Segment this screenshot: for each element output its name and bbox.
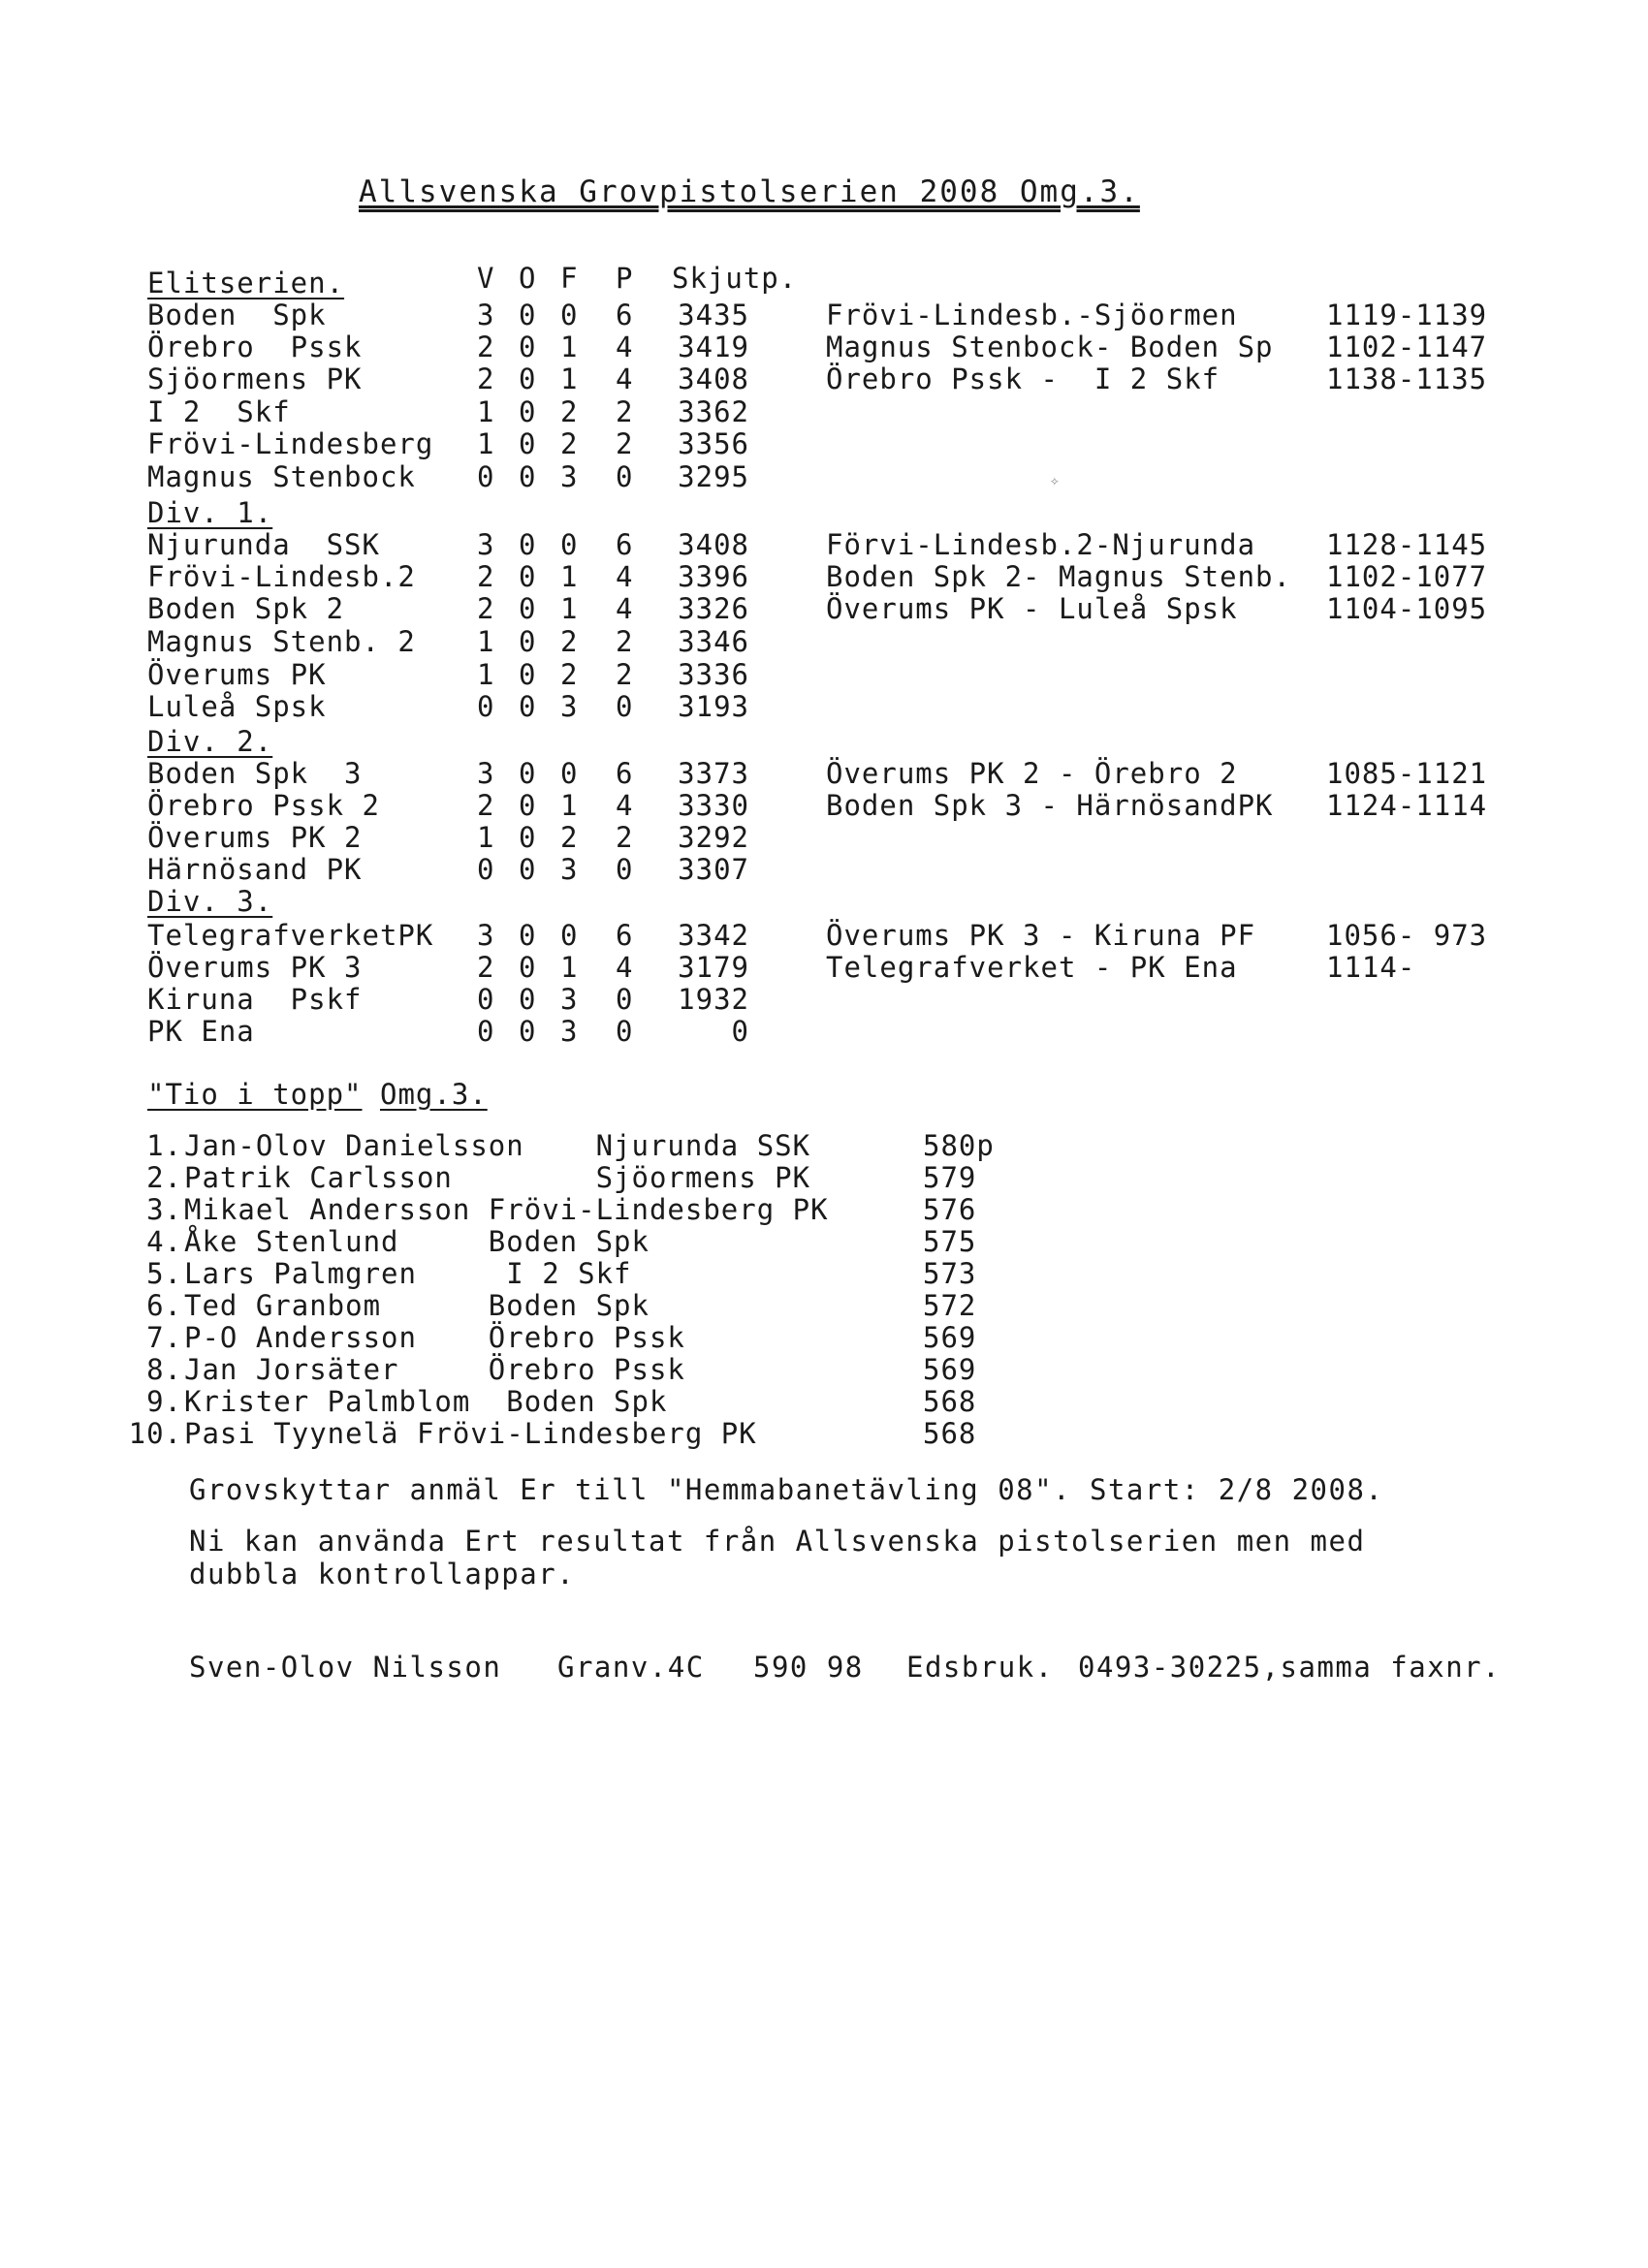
team-name: Njurunda SSK (147, 528, 380, 561)
rank: 5. (146, 1257, 182, 1290)
standings-row (0, 789, 1648, 822)
shooter-club: Mikael Andersson Frövi-Lindesberg PK (184, 1193, 829, 1226)
match-result: 1124-1114 (1326, 789, 1488, 822)
match-teams: Örebro Pssk - I 2 Skf (826, 362, 1220, 395)
result-note: Ni kan använda Ert resultat från Allsvenska pistolserien men med (189, 1525, 1366, 1558)
wins: 1 (477, 395, 495, 428)
points: 4 (616, 331, 634, 363)
wins: 2 (477, 951, 495, 984)
top-ten-round: Omg.3. (379, 1078, 488, 1111)
shooter-points: 568 (923, 1417, 977, 1450)
top-ten-entry (0, 1417, 1648, 1448)
match-teams: Överums PK 3 - Kiruna PF (826, 919, 1256, 952)
losses: 1 (560, 560, 579, 593)
shooter-club: Lars Palmgren I 2 Skf (184, 1257, 632, 1290)
score: 3295 (678, 460, 749, 493)
wins: 3 (477, 299, 495, 331)
match-result: 1056- 973 (1326, 919, 1488, 952)
division-heading: Div. 3. (147, 885, 273, 918)
col-header-v: V (477, 262, 495, 295)
shooter-points: 572 (923, 1289, 977, 1322)
contact-name: Sven-Olov Nilsson (189, 1651, 502, 1684)
points: 2 (616, 658, 634, 691)
page-title: Allsvenska Grovpistolserien 2008 Omg.3. (359, 174, 1140, 209)
match-result: 1138-1135 (1326, 362, 1488, 395)
standings-row (0, 853, 1648, 886)
standings-row (0, 983, 1648, 1016)
shooter-points: 575 (923, 1225, 977, 1258)
points: 0 (616, 983, 634, 1016)
points: 2 (616, 625, 634, 658)
points: 6 (616, 299, 634, 331)
match-teams: Överums PK - Luleå Spsk (826, 592, 1238, 625)
losses: 1 (560, 789, 579, 822)
points: 0 (616, 690, 634, 723)
draws: 0 (519, 1015, 537, 1048)
standings-row (0, 919, 1648, 952)
wins: 1 (477, 625, 495, 658)
match-teams: Boden Spk 3 - HärnösandPK (826, 789, 1274, 822)
score: 3435 (678, 299, 749, 331)
score: 3292 (678, 821, 749, 854)
draws: 0 (519, 625, 537, 658)
losses: 0 (560, 528, 579, 561)
draws: 0 (519, 460, 537, 493)
team-name: Frövi-Lindesb.2 (147, 560, 416, 593)
losses: 0 (560, 919, 579, 952)
draws: 0 (519, 951, 537, 984)
wins: 0 (477, 983, 495, 1016)
standings-row (0, 625, 1648, 658)
team-name: Frövi-Lindesberg (147, 427, 434, 460)
rank: 7. (146, 1321, 182, 1354)
score: 3396 (678, 560, 749, 593)
top-ten-entry (0, 1257, 1648, 1288)
score: 3419 (678, 331, 749, 363)
draws: 0 (519, 658, 537, 691)
losses: 2 (560, 395, 579, 428)
score: 3342 (678, 919, 749, 952)
draws: 0 (519, 853, 537, 886)
shooter-points: 579 (923, 1161, 977, 1194)
shooter-points: 576 (923, 1193, 977, 1226)
match-result: 1119-1139 (1326, 299, 1488, 331)
shooter-points: 569 (923, 1353, 977, 1386)
points: 4 (616, 560, 634, 593)
score: 3356 (678, 427, 749, 460)
wins: 1 (477, 821, 495, 854)
score: 3307 (678, 853, 749, 886)
division-heading: Div. 2. (147, 725, 273, 758)
shooter-club: Åke Stenlund Boden Spk (184, 1225, 650, 1258)
losses: 3 (560, 1015, 579, 1048)
match-result: 1102-1077 (1326, 560, 1488, 593)
rank: 9. (146, 1385, 182, 1418)
standings-row (0, 560, 1648, 593)
standings-row (0, 528, 1648, 561)
team-name: PK Ena (147, 1015, 255, 1048)
match-teams: Magnus Stenbock- Boden Sp (826, 331, 1274, 363)
standings-row (0, 757, 1648, 790)
score: 3330 (678, 789, 749, 822)
score: 3346 (678, 625, 749, 658)
losses: 2 (560, 658, 579, 691)
rank: 3. (146, 1193, 182, 1226)
score: 3373 (678, 757, 749, 790)
match-result: 1085-1121 (1326, 757, 1488, 790)
col-header-p: P (616, 262, 634, 295)
team-name: TelegrafverketPK (147, 919, 434, 952)
wins: 0 (477, 460, 495, 493)
team-name: Överums PK 3 (147, 951, 363, 984)
draws: 0 (519, 427, 537, 460)
standings-row (0, 592, 1648, 625)
wins: 2 (477, 789, 495, 822)
draws: 0 (519, 690, 537, 723)
wins: 2 (477, 560, 495, 593)
points: 4 (616, 592, 634, 625)
match-teams: Förvi-Lindesb.2-Njurunda (826, 528, 1256, 561)
shooter-points: 568 (923, 1385, 977, 1418)
wins: 1 (477, 658, 495, 691)
shooter-points: 580p (923, 1129, 995, 1162)
scan-speck: ✧ (1050, 471, 1060, 489)
draws: 0 (519, 789, 537, 822)
rank: 4. (146, 1225, 182, 1258)
standings-row (0, 690, 1648, 723)
losses: 3 (560, 460, 579, 493)
top-ten-title: "Tio i topp" (147, 1078, 363, 1111)
draws: 0 (519, 331, 537, 363)
top-ten-entry (0, 1193, 1648, 1224)
points: 4 (616, 362, 634, 395)
col-header-skjutp: Skjutp. (672, 262, 798, 295)
division-heading: Elitserien. (147, 267, 345, 299)
team-name: Boden Spk (147, 299, 327, 331)
losses: 2 (560, 625, 579, 658)
contact-postcode: 590 98 (753, 1651, 864, 1684)
top-ten-entry (0, 1385, 1648, 1416)
draws: 0 (519, 395, 537, 428)
shooter-points: 569 (923, 1321, 977, 1354)
shooter-club: Jan-Olov Danielsson Njurunda SSK (184, 1129, 811, 1162)
standings-row (0, 951, 1648, 984)
top-ten-entry (0, 1161, 1648, 1192)
points: 6 (616, 757, 634, 790)
losses: 1 (560, 951, 579, 984)
team-name: Luleå Spsk (147, 690, 327, 723)
standings-row (0, 1015, 1648, 1048)
losses: 3 (560, 983, 579, 1016)
shooter-club: Patrik Carlsson Sjöormens PK (184, 1161, 811, 1194)
contact-phone: 0493-30225,samma faxnr. (1078, 1651, 1502, 1684)
points: 0 (616, 853, 634, 886)
top-ten-entry (0, 1321, 1648, 1352)
wins: 3 (477, 757, 495, 790)
team-name: Örebro Pssk (147, 331, 363, 363)
shooter-club: Jan Jorsäter Örebro Pssk (184, 1353, 685, 1386)
standings-row (0, 331, 1648, 363)
points: 4 (616, 789, 634, 822)
rank: 8. (146, 1353, 182, 1386)
wins: 2 (477, 331, 495, 363)
points: 2 (616, 821, 634, 854)
draws: 0 (519, 362, 537, 395)
team-name: Örebro Pssk 2 (147, 789, 380, 822)
losses: 1 (560, 592, 579, 625)
team-name: Boden Spk 2 (147, 592, 345, 625)
standings-row (0, 395, 1648, 428)
team-name: Överums PK 2 (147, 821, 363, 854)
draws: 0 (519, 592, 537, 625)
score: 3193 (678, 690, 749, 723)
losses: 2 (560, 821, 579, 854)
division-heading: Div. 1. (147, 496, 273, 529)
standings-row (0, 427, 1648, 460)
standings-row (0, 362, 1648, 395)
score: 3326 (678, 592, 749, 625)
score: 3408 (678, 528, 749, 561)
score: 3408 (678, 362, 749, 395)
match-teams: Telegrafverket - PK Ena (826, 951, 1238, 984)
score: 0 (731, 1015, 749, 1048)
draws: 0 (519, 821, 537, 854)
draws: 0 (519, 560, 537, 593)
team-name: Överums PK (147, 658, 327, 691)
team-name: Kiruna Pskf (147, 983, 363, 1016)
shooter-points: 573 (923, 1257, 977, 1290)
wins: 2 (477, 362, 495, 395)
match-teams: Frövi-Lindesb.-Sjöormen (826, 299, 1238, 331)
shooter-club: Pasi Tyynelä Frövi-Lindesberg PK (184, 1417, 757, 1450)
result-note-cont: dubbla kontrollappar. (189, 1558, 576, 1591)
top-ten-entry (0, 1353, 1648, 1384)
losses: 3 (560, 690, 579, 723)
draws: 0 (519, 528, 537, 561)
points: 2 (616, 395, 634, 428)
losses: 1 (560, 362, 579, 395)
wins: 1 (477, 427, 495, 460)
contact-city: Edsbruk. (906, 1651, 1054, 1684)
top-ten-entry (0, 1289, 1648, 1320)
losses: 3 (560, 853, 579, 886)
points: 0 (616, 1015, 634, 1048)
wins: 0 (477, 853, 495, 886)
rank: 1. (146, 1129, 182, 1162)
rank: 6. (146, 1289, 182, 1322)
standings-row (0, 460, 1648, 493)
draws: 0 (519, 757, 537, 790)
wins: 3 (477, 528, 495, 561)
top-ten-heading (147, 1078, 488, 1111)
registration-note: Grovskyttar anmäl Er till "Hemmabanetävling 08". Start: 2/8 2008. (189, 1473, 1384, 1506)
team-name: Magnus Stenbock (147, 460, 416, 493)
match-result: 1102-1147 (1326, 331, 1488, 363)
standings-row (0, 821, 1648, 854)
draws: 0 (519, 299, 537, 331)
wins: 3 (477, 919, 495, 952)
top-ten-entry (0, 1225, 1648, 1256)
points: 6 (616, 919, 634, 952)
team-name: Härnösand PK (147, 853, 363, 886)
team-name: Magnus Stenb. 2 (147, 625, 416, 658)
rank: 10. (128, 1417, 182, 1450)
shooter-club: P-O Andersson Örebro Pssk (184, 1321, 685, 1354)
match-result: 1104-1095 (1326, 592, 1488, 625)
losses: 0 (560, 757, 579, 790)
losses: 0 (560, 299, 579, 331)
score: 3336 (678, 658, 749, 691)
team-name: I 2 Skf (147, 395, 291, 428)
standings-row (0, 658, 1648, 691)
top-ten-entry (0, 1129, 1648, 1160)
points: 2 (616, 427, 634, 460)
standings-row (0, 299, 1648, 331)
losses: 2 (560, 427, 579, 460)
col-header-o: O (519, 262, 537, 295)
shooter-club: Ted Granbom Boden Spk (184, 1289, 650, 1322)
contact-footer (189, 1651, 1546, 1689)
wins: 2 (477, 592, 495, 625)
team-name: Sjöormens PK (147, 362, 363, 395)
losses: 1 (560, 331, 579, 363)
draws: 0 (519, 983, 537, 1016)
wins: 0 (477, 1015, 495, 1048)
rank: 2. (146, 1161, 182, 1194)
points: 4 (616, 951, 634, 984)
col-header-f: F (560, 262, 579, 295)
score: 3179 (678, 951, 749, 984)
match-teams: Överums PK 2 - Örebro 2 (826, 757, 1238, 790)
contact-street: Granv.4C (557, 1651, 705, 1684)
draws: 0 (519, 919, 537, 952)
team-name: Boden Spk 3 (147, 757, 363, 790)
points: 6 (616, 528, 634, 561)
wins: 0 (477, 690, 495, 723)
match-teams: Boden Spk 2- Magnus Stenb. (826, 560, 1291, 593)
points: 0 (616, 460, 634, 493)
match-result: 1128-1145 (1326, 528, 1488, 561)
match-result: 1114- (1326, 951, 1416, 984)
score: 1932 (678, 983, 749, 1016)
score: 3362 (678, 395, 749, 428)
shooter-club: Krister Palmblom Boden Spk (184, 1385, 668, 1418)
